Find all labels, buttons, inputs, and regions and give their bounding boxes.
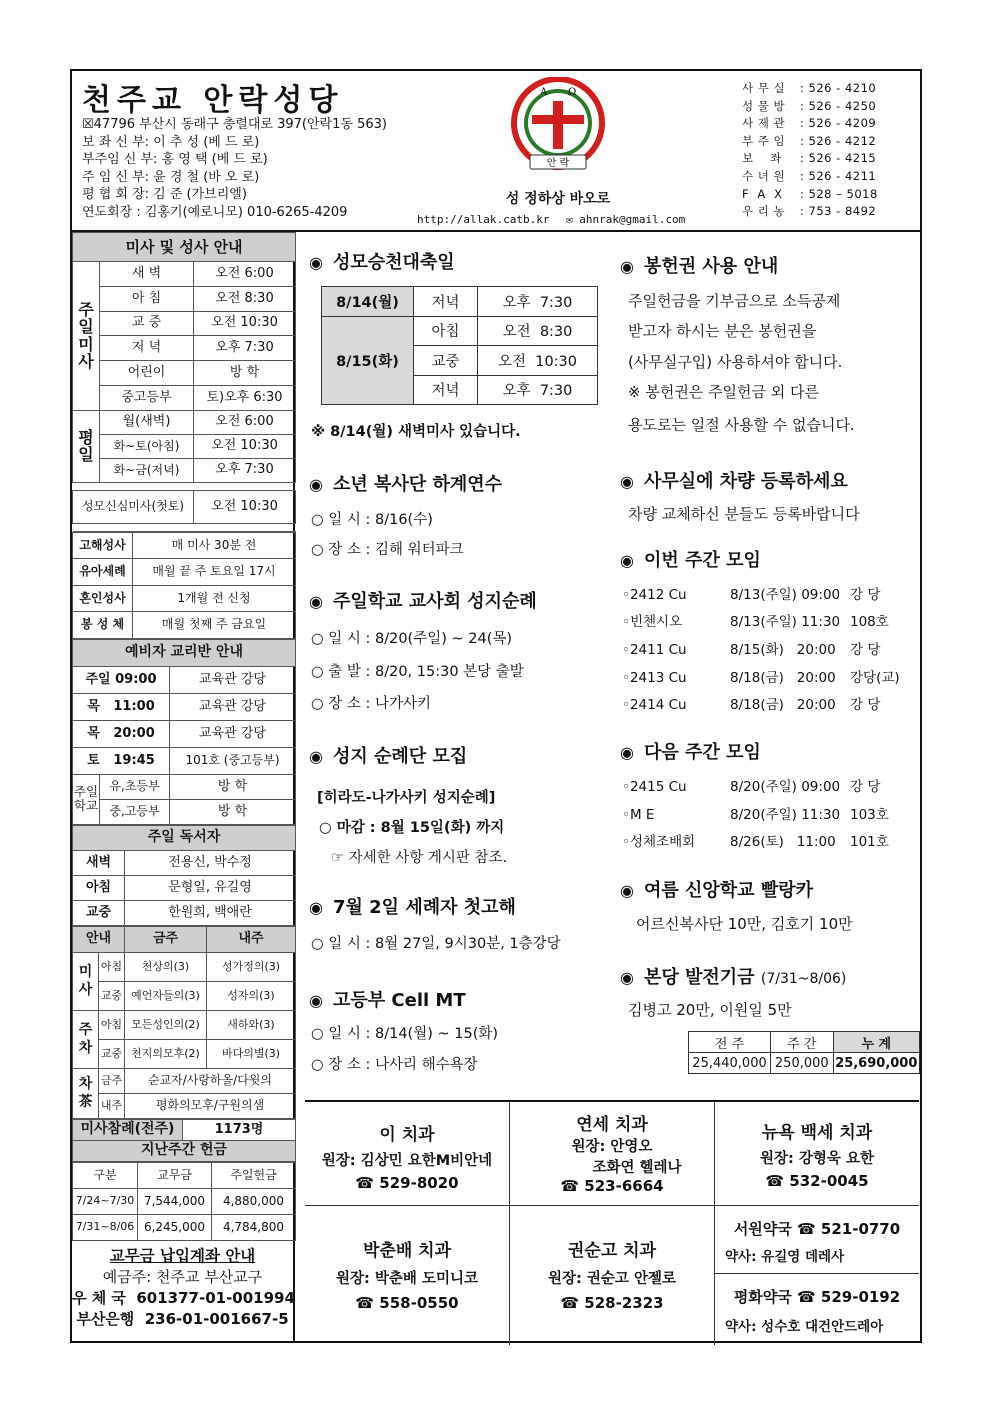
tea-duty: 순교자/사랑하올/다윗의 (125, 1068, 296, 1093)
contact-row: 수 녀 원 : 526 - 4211 (742, 168, 877, 183)
envelope-line: 받고자 하시는 분은 봉헌권을 (628, 322, 817, 340)
staff-line: 평 협 회 장: 김 준 (가브리엘) (82, 187, 247, 202)
catechism-place: 교육관 강당 (170, 693, 296, 720)
duty-next: 성가정의(3) (207, 952, 296, 981)
mass-time: 오후 7:30 (194, 336, 296, 361)
bullet-icon: ◉ (620, 472, 634, 491)
offering-header: 구분 (73, 1162, 138, 1188)
offering-header: 교무금 (138, 1162, 212, 1188)
duty-this: 모든성인의(2) (125, 1010, 207, 1039)
sacrament-name: 고해성사 (73, 532, 133, 559)
altar-line: ○ 일 시 : 8/16(수) (311, 512, 433, 528)
pilgrim-line: ☞ 자세한 사항 게시판 참조. (331, 850, 508, 866)
mass-time: 오전 10:30 (194, 434, 296, 458)
bulletin-page (70, 69, 922, 1343)
header (72, 71, 920, 232)
teachers-line: ○ 일 시 : 8/20(주일) ~ 24(목) (311, 631, 513, 647)
mass-time: 토)오후 6:30 (194, 385, 296, 410)
staff-line: 주 임 신 부: 윤 경 철 (바 오 로) (82, 169, 260, 185)
bullet-icon: ◉ (309, 253, 323, 272)
duty-group: 차茶 (73, 1068, 99, 1118)
account-block (72, 1241, 293, 1330)
teachers-heading: ◉ 주일학교 교사회 성지순례 (309, 591, 537, 612)
envelope-line: 주일헌금을 기부금으로 소득공제 (628, 292, 841, 310)
fund-header: 전 주 (689, 1032, 771, 1053)
mass-time: 오전 8:30 (194, 286, 296, 311)
meeting-row: ◦성체조배회 8/26(토) 11:00 101호 (622, 834, 889, 850)
reader-mass: 새벽 (73, 850, 125, 875)
account-line: 예금주: 천주교 부산교구 (102, 1267, 263, 1286)
feast-mass: 저녁 (414, 287, 478, 317)
ad-dental: 권순고 치과 원장: 권순고 안젤로 ☎ 528-2323 (510, 1206, 715, 1345)
readers-title: 주일 독서자 (73, 825, 296, 850)
bullet-icon: ◉ (309, 475, 323, 494)
mass-name: 저 녁 (100, 336, 194, 361)
mass-name: 아 침 (100, 286, 194, 311)
contact-row: 사 제 관 : 526 - 4209 (742, 116, 877, 131)
duty-next: 새하와(3) (207, 1010, 296, 1039)
sacrament-name: 유아세례 (73, 559, 133, 586)
cell-line: ○ 일 시 : 8/14(월) ~ 15(화) (311, 1026, 499, 1042)
address: ☒47796 부산시 동래구 충렬대로 397(안락1동 563) (82, 117, 387, 132)
contact-row: F A X : 528 – 5018 (742, 186, 878, 201)
mass-time: 오후 7:30 (194, 458, 296, 482)
catechism-day: 목 11:00 (73, 693, 170, 720)
ad-pharmacy: 평화약국 ☎ 529-0192 약사: 성수호 대건안드레아 (725, 1288, 901, 1335)
first-saturday-time: 오전 10:30 (194, 490, 296, 523)
duty-header: 내주 (207, 926, 296, 952)
staff-line: 부주임 신 부: 홍 영 택 (베 드 로) (82, 152, 268, 167)
left-column (72, 232, 295, 1343)
envelope-line: 용도로는 일절 사용할 수 없습니다. (628, 416, 855, 434)
bullet-icon: ◉ (620, 968, 634, 987)
mass-name: 화~금(저녁) (100, 458, 194, 482)
sacrament-table (72, 532, 296, 639)
ad-dental: 뉴욕 백세 치과 원장: 강형욱 요한 ☎ 532-0045 (715, 1102, 919, 1206)
offering-sunday: 4,784,800 (212, 1214, 296, 1240)
feast-time: 오전 8:30 (478, 316, 598, 346)
website-link[interactable]: http://allak.catb.kr (417, 213, 550, 226)
sponsor-ads (305, 1100, 919, 1343)
fund-donors: 김병고 20만, 이원일 5만 (628, 1001, 792, 1019)
contact-list (742, 80, 878, 221)
mass-title: 미사 및 성사 안내 (73, 233, 296, 262)
address-block (82, 116, 387, 221)
meeting-row: ◦2413 Cu 8/18(금) 20:00 강당(교) (622, 670, 900, 686)
feast-time: 오후 7:30 (478, 287, 598, 317)
account-line: 부산은행 236-01-001667-5 (76, 1309, 289, 1328)
teachers-line: ○ 장 소 : 나가사키 (311, 696, 432, 712)
bullet-icon: ◉ (620, 551, 634, 570)
fund-value: 25,690,000 (833, 1053, 919, 1074)
first-saturday-label: 성모신심미사(첫토) (73, 490, 194, 523)
bullet-icon: ◉ (309, 592, 323, 611)
confession-heading: ◉ 7월 2일 세례자 첫고해 (309, 897, 516, 918)
contact-row: 우 리 농 : 753 - 8492 (742, 204, 877, 219)
mass-time: 오전 10:30 (194, 311, 296, 336)
school-time: 방 학 (170, 774, 296, 799)
sacrament-desc: 매월 끝 주 토요일 17시 (133, 559, 296, 586)
contact-row: 사 무 실 : 526 - 4210 (742, 81, 877, 95)
vehicle-heading: ◉ 사무실에 차량 등록하세요 (620, 471, 848, 492)
reader-names: 문형일, 유길영 (125, 875, 296, 900)
sacrament-desc: 매 미사 30분 전 (133, 532, 296, 559)
assumption-note: ※ 8/14(월) 새벽미사 있습니다. (311, 424, 521, 440)
duty-mass: 아침 (99, 1010, 125, 1039)
envelope-line: (사무실구입) 사용하셔야 합니다. (628, 353, 843, 371)
pastor-name: 성 정하상 바오로 (505, 191, 611, 207)
meeting-row: ◦2414 Cu 8/18(금) 20:00 강 당 (622, 697, 881, 713)
assumption-heading: ◉ 성모승천대축일 (309, 252, 455, 273)
offering-header: 주일헌금 (212, 1162, 296, 1188)
altar-line: ○ 장 소 : 김해 워터파크 (311, 542, 464, 558)
feast-mass: 아침 (414, 316, 478, 346)
reader-mass: 교중 (73, 900, 125, 925)
catechism-title: 예비자 교리반 안내 (73, 639, 296, 666)
vehicle-line: 차량 교체하신 분들도 등록바랍니다 (628, 505, 860, 523)
offering-dues: 6,245,000 (138, 1214, 212, 1240)
ad-dental: 박춘배 치과 원장: 박춘배 도미니코 ☎ 558-0550 (305, 1206, 510, 1345)
feast-mass: 저녁 (414, 375, 478, 405)
offering-table (72, 1162, 296, 1241)
meeting-row: ◦M E 8/20(주일) 11:30 103호 (622, 807, 889, 823)
staff-line: 보 좌 신 부: 이 추 성 (베 드 로) (82, 134, 260, 150)
account-title: 교무금 납입계좌 안내 (109, 1246, 256, 1265)
contact-row: 성 물 방 : 526 - 4250 (742, 98, 877, 113)
catechism-place: 101호 (중고등부) (170, 747, 296, 774)
fund-header: 주 간 (771, 1032, 834, 1053)
assumption-table (321, 286, 598, 405)
duty-mass: 내주 (99, 1093, 125, 1118)
meeting-row: ◦2412 Cu 8/13(주일) 09:00 강 당 (622, 587, 881, 603)
mass-name: 어린이 (100, 361, 194, 386)
fund-table (688, 1031, 920, 1074)
duty-mass: 교중 (99, 981, 125, 1010)
attendance-label: 미사참례(전주) (73, 1119, 183, 1140)
offering-title: 지난주간 헌금 (73, 1140, 296, 1161)
catechism-place: 교육관 강당 (170, 666, 296, 693)
parish-title: 천주교 안락성당 (82, 83, 344, 118)
bullet-icon: ◉ (620, 257, 634, 276)
mass-name: 중고등부 (100, 385, 194, 410)
reader-names: 한원희, 백애란 (125, 900, 296, 925)
duty-this: 예언자들의(3) (125, 981, 207, 1010)
duty-mass: 교중 (99, 1039, 125, 1068)
mass-time: 방 학 (194, 361, 296, 386)
duty-next: 바다의별(3) (207, 1039, 296, 1068)
logo-alpha: Α (540, 87, 548, 98)
duty-next: 성자의(3) (207, 981, 296, 1010)
mass-name: 월(새벽) (100, 410, 194, 434)
reader-names: 전용신, 박수정 (125, 850, 296, 875)
sacrament-desc: 1개월 전 신청 (133, 585, 296, 612)
duty-header: 금주 (125, 926, 207, 952)
feast-date: 8/15(화) (322, 316, 414, 405)
duty-mass: 금주 (99, 1068, 125, 1093)
school-time: 방 학 (170, 799, 296, 824)
ad-pharmacy: 서원약국 ☎ 521-0770 약사: 유길영 데레사 (715, 1206, 919, 1274)
tea-duty: 평화의모후/구원의샘 (125, 1093, 296, 1118)
bullet-icon: ◉ (309, 898, 323, 917)
duty-header: 안내 (73, 926, 125, 952)
offering-sunday: 4,880,000 (212, 1188, 296, 1214)
account-line: 우 체 국 601377-01-001994 (72, 1288, 295, 1307)
bullet-icon: ◉ (620, 743, 634, 762)
fund-heading: ◉ 본당 발전기금 (7/31~8/06) (620, 967, 847, 988)
pilgrim-line: [히라도-나가사키 성지순례] (317, 790, 496, 806)
cell-line: ○ 장 소 : 나사리 해수욕장 (311, 1057, 478, 1073)
sunday-mass-label: 주일미사 (73, 262, 100, 411)
catechism-place: 교육관 강당 (170, 720, 296, 747)
mass-table (72, 232, 296, 532)
sacrament-desc: 매월 첫째 주 금요일 (133, 612, 296, 639)
contact-row: 보 좌 : 526 - 4215 (742, 151, 877, 166)
bullet-icon: ◉ (309, 747, 323, 766)
catechism-table (72, 639, 296, 825)
fund-header: 누 계 (833, 1032, 919, 1053)
fund-value: 250,000 (771, 1053, 834, 1074)
bullet-icon: ◉ (620, 881, 634, 900)
feast-mass: 교중 (414, 346, 478, 376)
weekday-mass-label: 평일 (73, 410, 100, 482)
cell-heading: ◉ 고등부 Cell MT (309, 990, 466, 1011)
school-name: 유,초등부 (100, 774, 170, 799)
email-link[interactable]: ✉ ahnrak@gmail.com (566, 213, 686, 226)
meeting-row: ◦2415 Cu 8/20(주일) 09:00 강 당 (622, 779, 881, 795)
meeting-row: ◦2411 Cu 8/15(화) 20:00 강 당 (622, 642, 881, 658)
logo-omega: Ω (568, 87, 577, 98)
bullet-icon: ◉ (309, 991, 323, 1010)
duty-table (72, 926, 296, 1119)
mass-name: 새 벽 (100, 262, 194, 287)
ad-dental: 이 치과 원장: 김상민 요한M비안네 ☎ 529-8020 (305, 1102, 510, 1206)
offering-dues: 7,544,000 (138, 1188, 212, 1214)
offering-period: 7/24~7/30 (73, 1188, 138, 1214)
mass-name: 화~토(아침) (100, 434, 194, 458)
reader-mass: 아침 (73, 875, 125, 900)
parish-logo (510, 77, 606, 173)
duty-group: 주차 (73, 1010, 99, 1068)
envelope-line: ※ 봉헌권은 주일헌금 외 다른 (628, 383, 820, 401)
envelope-heading: ◉ 봉헌권 사용 안내 (620, 256, 779, 277)
school-name: 중,고등부 (100, 799, 170, 824)
meeting-row: ◦빈첸시오 8/13(주일) 11:30 108호 (622, 614, 889, 630)
sacrament-name: 혼인성사 (73, 585, 133, 612)
teachers-line: ○ 출 발 : 8/20, 15:30 본당 출발 (311, 664, 524, 680)
fund-value: 25,440,000 (689, 1053, 771, 1074)
attendance-value: 1173명 (183, 1119, 296, 1140)
mass-name: 교 중 (100, 311, 194, 336)
mass-time: 오전 6:00 (194, 410, 296, 434)
pilgrim-line: ○ 마감 : 8월 15일(화) 까지 (319, 820, 505, 836)
confession-line: ○ 일 시 : 8월 27일, 9시30분, 1층강당 (311, 936, 561, 952)
feast-time: 오전 10:30 (478, 346, 598, 376)
duty-group: 미사 (73, 952, 99, 1010)
ad-dental: 연세 치과 원장: 안영오 조화연 헬레나 ☎ 523-6664 (510, 1102, 715, 1206)
next-week-heading: ◉ 다음 주간 모임 (620, 742, 761, 763)
altar-heading: ◉ 소년 복사단 하계연수 (309, 474, 502, 495)
sunday-school-label: 주일학교 (73, 774, 100, 824)
sacrament-name: 봉 성 체 (73, 612, 133, 639)
summer-line: 어르신복사단 10만, 김호기 10만 (636, 915, 853, 933)
readers-table (72, 825, 296, 926)
this-week-heading: ◉ 이번 주간 모임 (620, 550, 761, 571)
catechism-day: 목 20:00 (73, 720, 170, 747)
catechism-day: 주일 09:00 (73, 666, 170, 693)
offering-period: 7/31~8/06 (73, 1214, 138, 1240)
contact-row: 부 주 임 : 526 - 4212 (742, 133, 877, 148)
mass-time: 오전 6:00 (194, 262, 296, 287)
duty-this: 천지의모후(2) (125, 1039, 207, 1068)
feast-time: 오후 7:30 (478, 375, 598, 405)
logo-text: 안 락 (546, 158, 570, 169)
summer-heading: ◉ 여름 신앙학교 빨랑카 (620, 880, 813, 901)
staff-line: 연도회장 : 김홍기(예로니모) 010-6265-4209 (82, 204, 348, 220)
pilgrim-heading: ◉ 성지 순례단 모집 (309, 746, 468, 767)
attendance-table (72, 1119, 296, 1162)
catechism-day: 토 19:45 (73, 747, 170, 774)
duty-this: 천상의(3) (125, 952, 207, 981)
feast-date: 8/14(월) (322, 287, 414, 317)
duty-mass: 아침 (99, 952, 125, 981)
